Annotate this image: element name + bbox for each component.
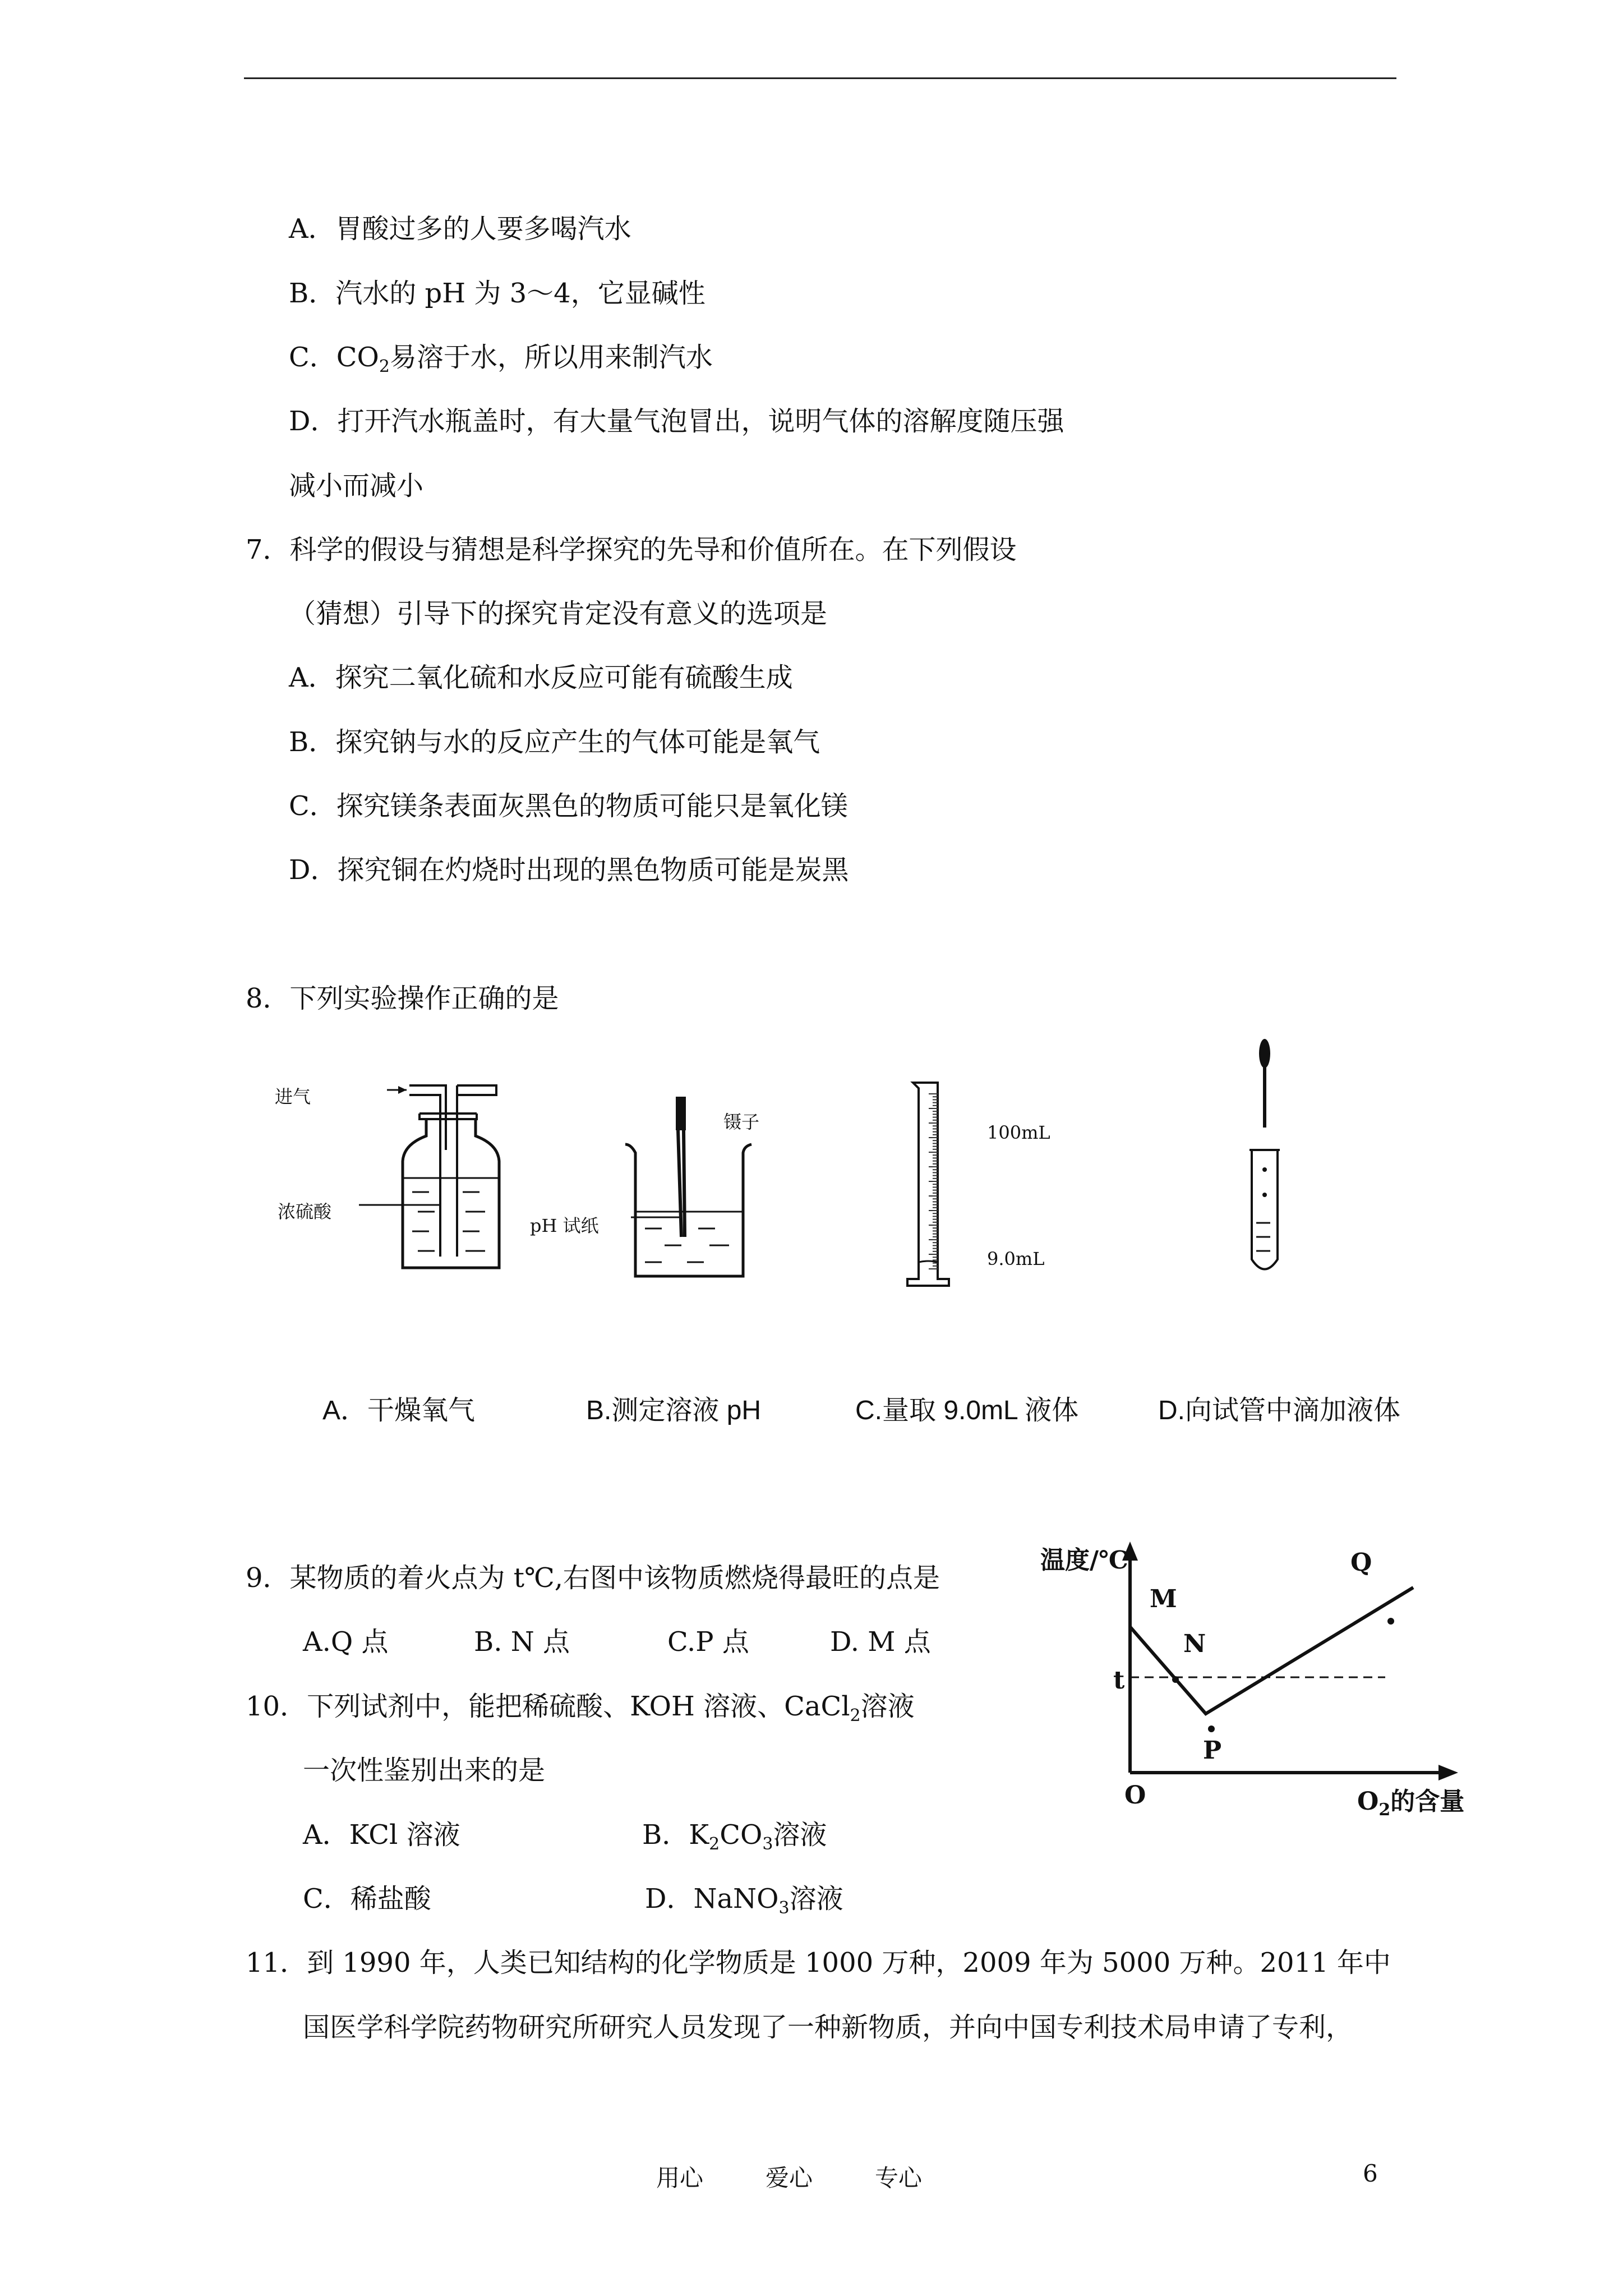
graph-ylabel: 温度/℃ <box>1040 1546 1128 1575</box>
q10-stem-continued: 一次性鉴别出来的是 <box>303 1755 546 1786</box>
q7-option-c: C．探究镁条表面灰黑色的物质可能只是氧化镁 <box>289 790 848 822</box>
label-100ml: 100mL <box>987 1122 1050 1143</box>
q7-option-d: D．探究铜在灼烧时出现的黑色物质可能是炭黑 <box>289 854 849 886</box>
temperature-oxygen-graph <box>1116 1531 1475 1789</box>
q9-option-b: B. N 点 <box>474 1626 570 1658</box>
label-9-0ml: 9.0mL <box>987 1248 1045 1269</box>
q7-option-a: A．探究二氧化硫和水反应可能有硫酸生成 <box>289 662 793 693</box>
q11-stem-continued: 国医学科学院药物研究所研究人员发现了一种新物质，并向中国专利技术局申请了专利， <box>303 2012 1353 2043</box>
q6-option-d: D．打开汽水瓶盖时，有大量气泡冒出，说明气体的溶解度随压强 <box>289 406 1064 437</box>
q10-option-a: A．KCl 溶液 <box>303 1819 460 1851</box>
q7-stem: 7．科学的假设与猜想是科学探究的先导和价值所在。在下列假设 <box>246 534 1017 565</box>
graph-label-t: t <box>1113 1666 1125 1695</box>
label-gas-inlet: 进气 <box>275 1086 311 1107</box>
footer-motto-2: 爱心 <box>766 2164 813 2192</box>
graph-point-m: M <box>1150 1585 1177 1613</box>
q9-option-d: D. M 点 <box>830 1626 931 1658</box>
label-tweezers: 镊子 <box>723 1111 760 1133</box>
footer-motto-3: 专心 <box>875 2164 923 2192</box>
footer-motto-1: 用心 <box>656 2164 704 2192</box>
q7-stem-continued: （猜想）引导下的探究肯定没有意义的选项是 <box>289 598 828 629</box>
graph-xlabel: $O_2$的含量 <box>1357 1787 1465 1820</box>
q6-option-b: B．汽水的 pH 为 3～4，它显碱性 <box>289 278 706 309</box>
q9-stem: 9．某物质的着火点为 t℃,右图中该物质燃烧得最旺的点是 <box>246 1562 940 1594</box>
q10-option-b: B．$K_2CO_3$溶液 <box>642 1819 827 1854</box>
graph-point-n: N <box>1183 1630 1206 1658</box>
q6-option-c: C．$CO_2$易溶于水，所以用来制汽水 <box>289 342 713 376</box>
q10-stem: 10．下列试剂中，能把稀硫酸、KOH 溶液、CaCl$_2$溶液 <box>246 1691 915 1726</box>
q8-caption-b: B.测定溶液 pH <box>586 1396 762 1425</box>
q9-option-c: C.P 点 <box>667 1626 749 1658</box>
q10-option-c: C．稀盐酸 <box>303 1883 431 1915</box>
q9-option-a: A.Q 点 <box>303 1626 389 1658</box>
gas-washing-bottle-figure <box>359 1071 522 1273</box>
q8-caption-a: A．干燥氧气 <box>322 1396 476 1425</box>
q10-option-d: D．NaNO$_3$溶液 <box>645 1883 843 1918</box>
q6-option-a: A．胃酸过多的人要多喝汽水 <box>289 213 631 245</box>
graph-origin: O <box>1124 1781 1146 1810</box>
q11-stem: 11．到 1990 年，人类已知结构的化学物质是 1000 万种，2009 年为 5000 万种。2011 年中 <box>246 1947 1391 1978</box>
graph-point-q: Q <box>1350 1548 1372 1577</box>
q6-option-d-continued: 减小而减小 <box>289 470 424 501</box>
graduated-cylinder-figure <box>903 1077 953 1290</box>
graph-point-p: P <box>1203 1736 1222 1765</box>
q8-caption-d: D.向试管中滴加液体 <box>1158 1396 1401 1425</box>
page-number: 6 <box>1363 2160 1378 2187</box>
header-rule <box>244 77 1396 79</box>
q7-option-b: B．探究钠与水的反应产生的气体可能是氧气 <box>289 726 820 758</box>
label-conc-sulfuric-acid: 浓硫酸 <box>278 1201 332 1222</box>
beaker-tweezers-figure <box>620 1091 760 1282</box>
dropper-test-tube-figure <box>1239 1038 1290 1273</box>
q8-caption-c: C.量取 9.0mL 液体 <box>855 1396 1079 1425</box>
q8-stem: 8．下列实验操作正确的是 <box>246 983 559 1014</box>
label-ph-paper: pH 试纸 <box>530 1215 599 1236</box>
